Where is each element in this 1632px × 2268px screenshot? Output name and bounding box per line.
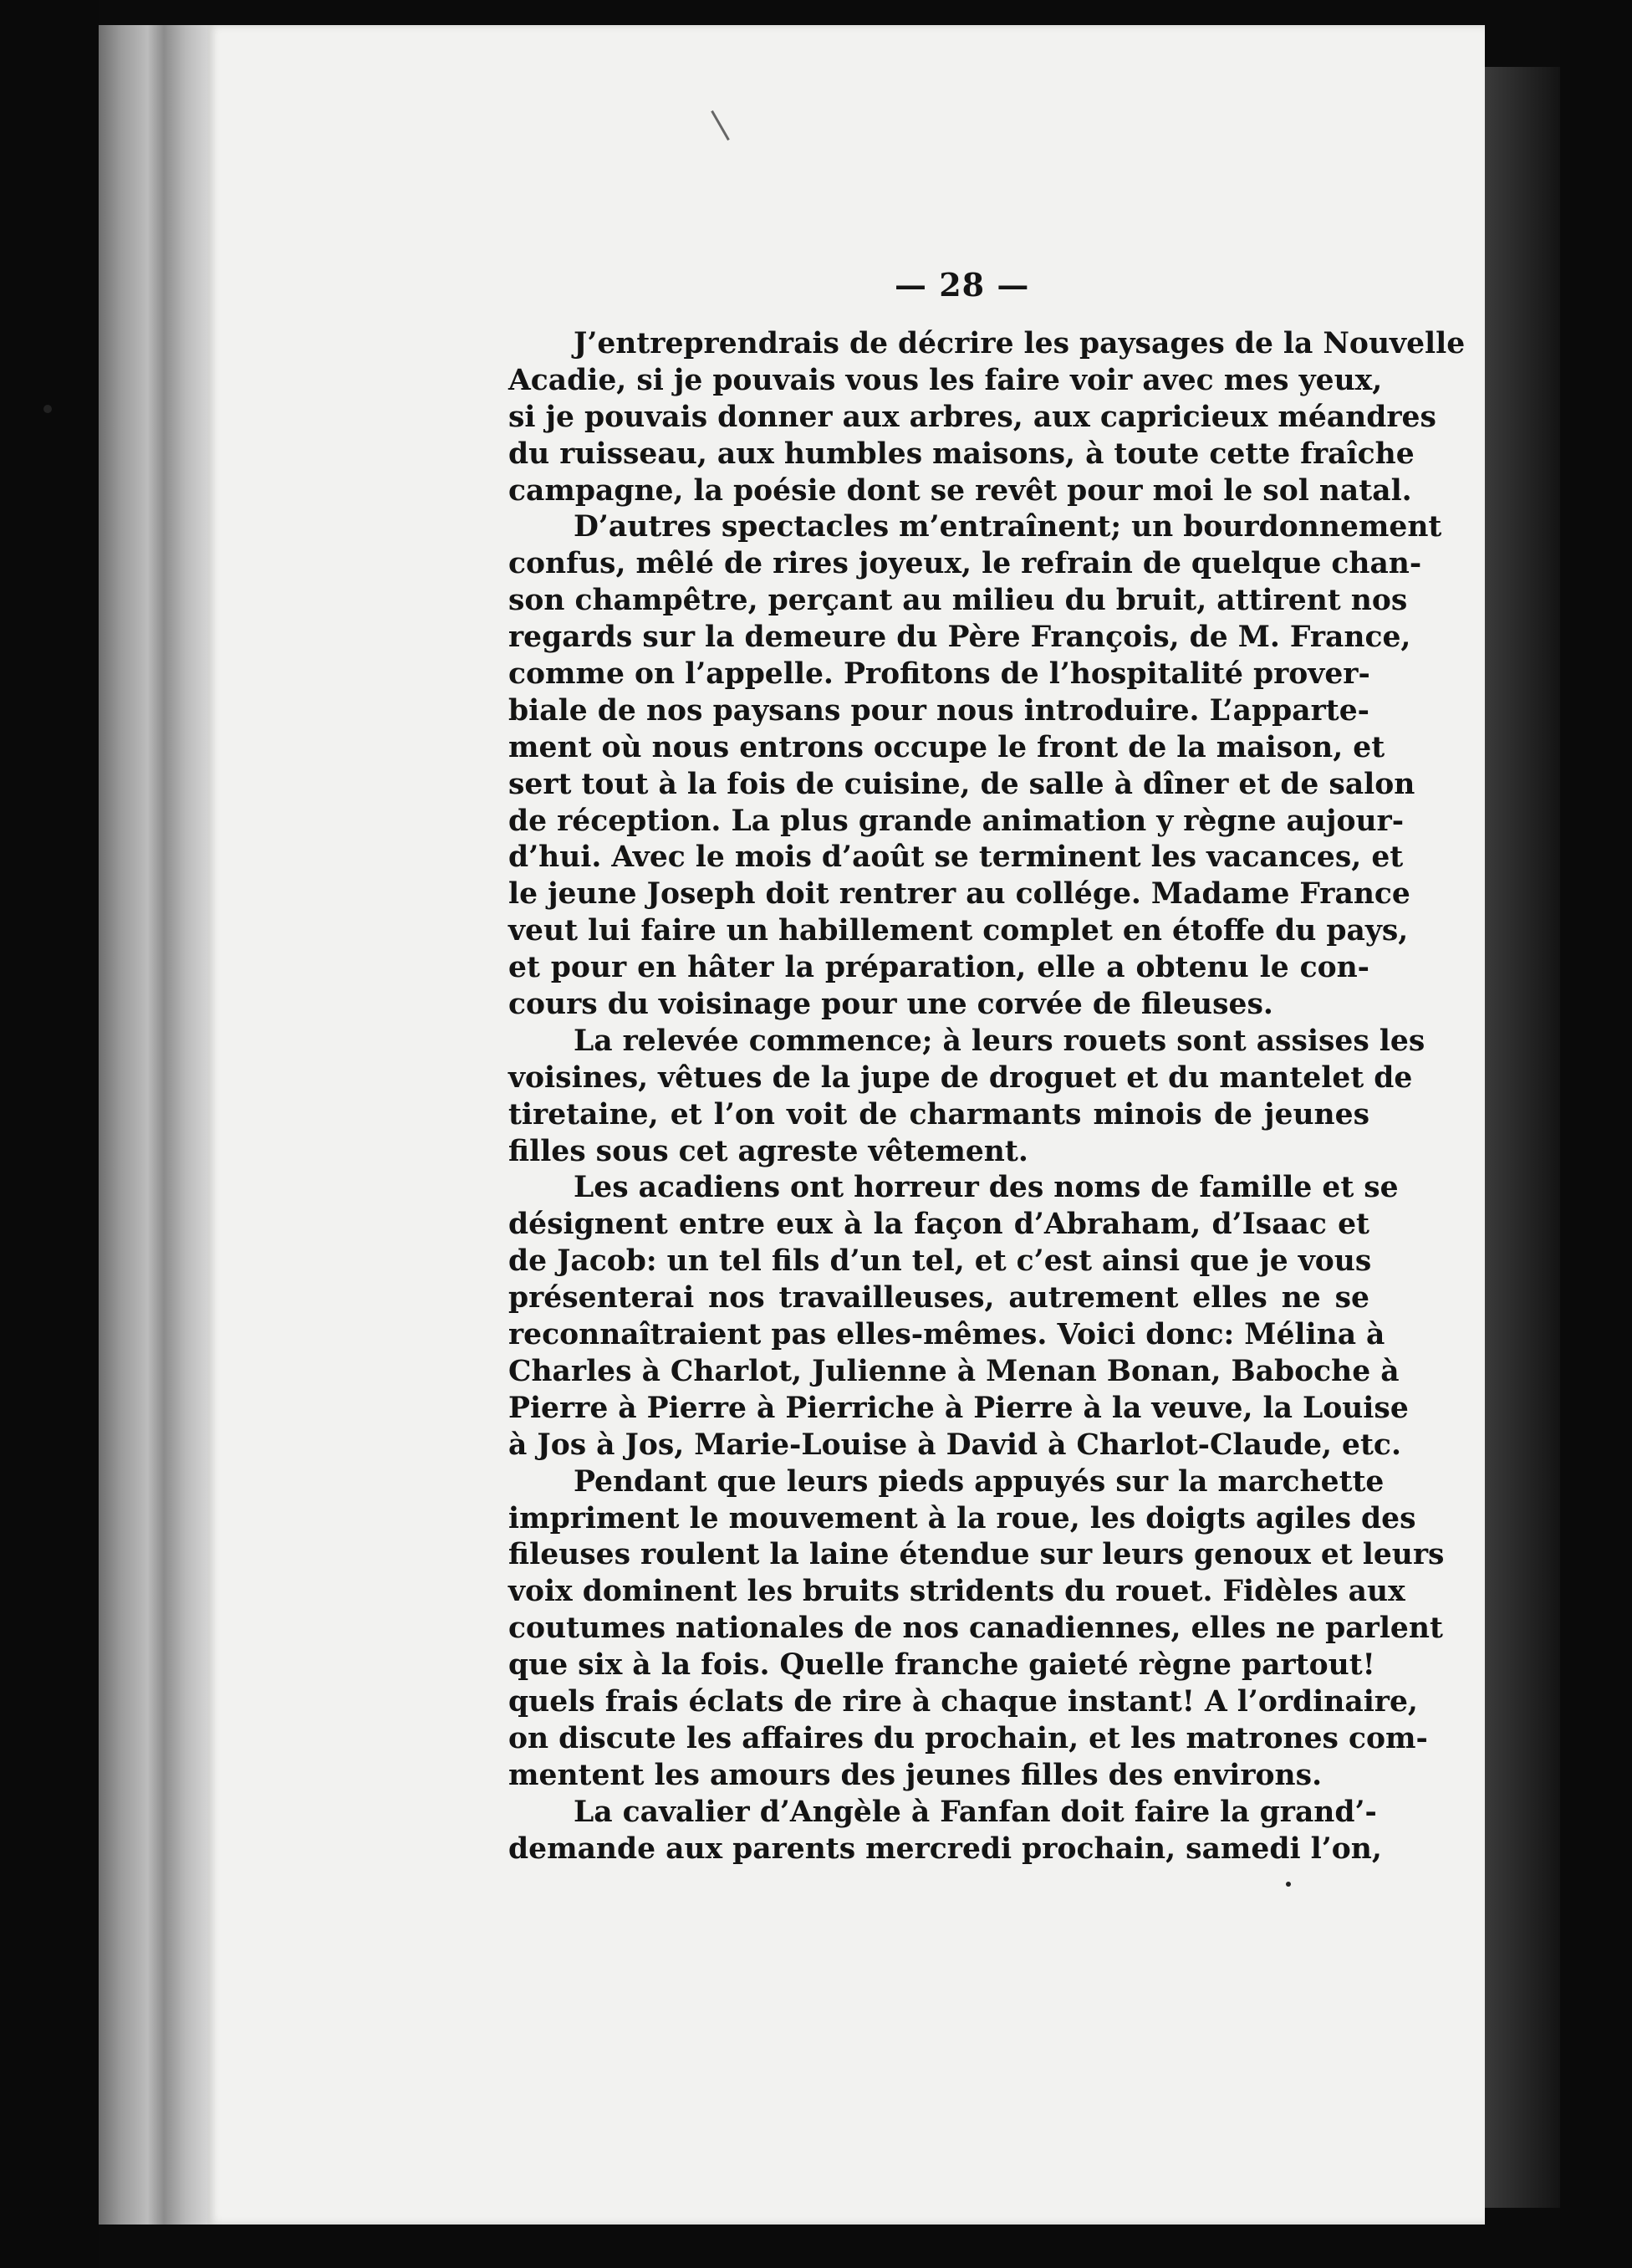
body-text: [508, 326, 1466, 1867]
text-line: si je pouvais donner aux arbres, aux capricieux méandres: [508, 400, 1436, 434]
text-line: désignent entre eux à la façon d’Abraham, d’Isaac et: [508, 1208, 1369, 1242]
text-line: quels frais éclats de rire à chaque instant! A l’ordinaire,: [508, 1684, 1418, 1719]
text-line: son champêtre, perçant au milieu du bruit, attirent nos: [508, 584, 1408, 618]
text-line: Pendant que leurs pieds appuyés sur la marchette: [574, 1464, 1385, 1499]
text-line: Acadie, si je pouvais vous les faire voir avec mes yeux,: [508, 363, 1383, 397]
text-line: le jeune Joseph doit rentrer au collége. Madame France: [508, 877, 1410, 912]
text-line: sert tout à la fois de cuisine, de salle à dîner et de salon: [508, 767, 1415, 801]
page-number: — 28 —: [895, 266, 1030, 304]
page-edges: [99, 25, 207, 2225]
text-line: du ruisseau, aux humbles maisons, à toute cette fraîche: [508, 437, 1415, 471]
text-line: reconnaîtraient pas elles-mêmes. Voici donc: Mélina à: [508, 1318, 1385, 1352]
text-line: confus, mêlé de rires joyeux, le refrain de quelque chan-: [508, 547, 1422, 581]
scan-left-border: [0, 0, 99, 2268]
text-line: fileuses roulent la laine étendue sur leurs genoux et leurs: [508, 1538, 1445, 1572]
text-line: J’entreprendrais de décrire les paysages de la Nouvelle: [574, 327, 1466, 360]
text-line: présenterai nos travailleuses, autrement elles ne se: [508, 1281, 1369, 1315]
text-line: voisines, vêtues de la jupe de droguet et du mantelet de: [508, 1060, 1413, 1095]
text-line: ment où nous entrons occupe le front de la maison, et: [508, 730, 1385, 764]
dust-speck: [43, 405, 52, 413]
text-line: regards sur la demeure du Père François, de M. France,: [508, 621, 1411, 655]
text-line: Charles à Charlot, Julienne à Menan Bonan, Baboche à: [508, 1354, 1400, 1388]
text-line: comme on l’appelle. Profitons de l’hospitalité prover-: [508, 657, 1370, 692]
text-line: mentent les amours des jeunes filles des environs.: [508, 1758, 1323, 1792]
text-line: Pierre à Pierre à Pierriche à Pierre à la veuve, la Louise: [508, 1391, 1409, 1425]
text-line: de réception. La plus grande animation y règne aujour-: [508, 804, 1405, 838]
book-spine-shadow: [1485, 67, 1560, 2208]
dust-speck: [1286, 1882, 1291, 1887]
text-line: D’autres spectacles m’entraînent; un bourdonnement: [574, 510, 1442, 544]
text-line: biale de nos paysans pour nous introduire. L’apparte-: [508, 693, 1369, 728]
text-line: tiretaine, et l’on voit de charmants minois de jeunes: [508, 1097, 1369, 1131]
text-line: que six à la fois. Quelle franche gaieté règne partout!: [508, 1648, 1375, 1683]
text-line: coutumes nationales de nos canadiennes, elles ne parlent: [508, 1612, 1443, 1646]
scan-right-border: [1560, 0, 1632, 2268]
text-line: La relevée commence; à leurs rouets sont assises les: [574, 1024, 1425, 1058]
text-line: et pour en hâter la préparation, elle a obtenu le con-: [508, 951, 1369, 985]
text-line: de Jacob: un tel fils d’un tel, et c’est ainsi que je vous: [508, 1244, 1372, 1279]
text-line: cours du voisinage pour une corvée de fileuses.: [508, 988, 1273, 1022]
text-line: demande aux parents mercredi prochain, samedi l’on,: [508, 1831, 1382, 1866]
text-line: voix dominent les bruits stridents du rouet. Fidèles aux: [508, 1575, 1405, 1609]
text-line: Les acadiens ont horreur des noms de famille et se: [574, 1171, 1399, 1205]
text-line: on discute les affaires du prochain, et les matrones com-: [508, 1721, 1428, 1755]
text-line: veut lui faire un habillement complet en étoffe du pays,: [508, 914, 1409, 948]
text-line: d’hui. Avec le mois d’août se terminent les vacances, et: [508, 840, 1404, 875]
text-line: impriment le mouvement à la roue, les doigts agiles des: [508, 1501, 1416, 1535]
text-line: La cavalier d’Angèle à Fanfan doit faire la grand’-: [574, 1795, 1377, 1829]
text-line: à Jos à Jos, Marie-Louise à David à Charlot-Claude, etc.: [508, 1428, 1401, 1462]
text-line: filles sous cet agreste vêtement.: [508, 1134, 1028, 1168]
text-line: campagne, la poésie dont se revêt pour moi le sol natal.: [508, 473, 1412, 508]
